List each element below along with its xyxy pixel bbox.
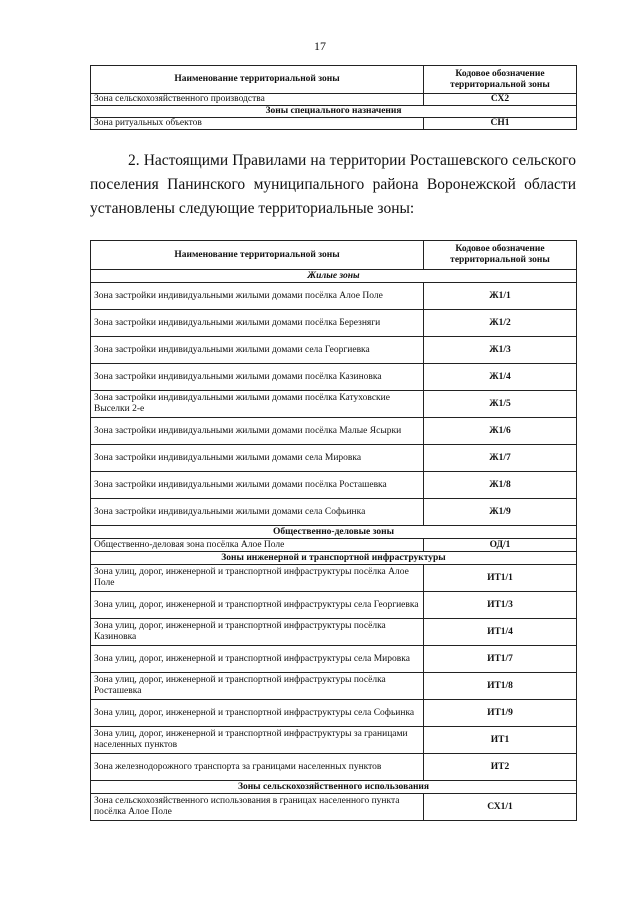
section-row	[91, 526, 577, 539]
zone-code-cell: Ж1/2	[424, 310, 577, 337]
zone-code-cell: ИТ1/8	[424, 673, 577, 700]
header-zone-code: Кодовое обозначение территориальной зоны	[424, 66, 577, 94]
zone-code-cell: ИТ1/4	[424, 619, 577, 646]
zone-name-cell: Зона сельскохозяйственного производства	[91, 94, 424, 106]
zone-name-cell: Зона застройки индивидуальными жилыми домами посёлка Алое Поле	[91, 283, 424, 310]
zone-name-cell: Зона сельскохозяйственного использования в границах населенного пункта посёлка Алое Поле	[91, 794, 424, 821]
table-row	[91, 283, 577, 310]
zone-code-cell: Ж1/1	[424, 283, 577, 310]
zone-name-cell: Зона железнодорожного транспорта за границами населенных пунктов	[91, 754, 424, 781]
table-row	[91, 499, 577, 526]
section-row	[91, 106, 577, 118]
section-row	[91, 270, 577, 283]
zone-name-cell: Зона улиц, дорог, инженерной и транспортной инфраструктуры села Мировка	[91, 646, 424, 673]
zone-name-cell: Зона застройки индивидуальными жилыми домами посёлка Казиновка	[91, 364, 424, 391]
zone-code-cell: Ж1/7	[424, 445, 577, 472]
table-row	[91, 418, 577, 445]
table-row	[91, 472, 577, 499]
table-row	[91, 673, 577, 700]
table-row	[91, 337, 577, 364]
section-title: Зоны специального назначения	[91, 106, 577, 118]
zone-name-cell: Зона застройки индивидуальными жилыми домами села Георгиевка	[91, 337, 424, 364]
table-row	[91, 391, 577, 418]
section-title: Зоны сельскохозяйственного использования	[91, 781, 577, 794]
zone-name-cell: Зона застройки индивидуальными жилыми домами посёлка Березняги	[91, 310, 424, 337]
page-number: 17	[314, 39, 326, 53]
table-row	[91, 565, 577, 592]
table-row	[91, 619, 577, 646]
zone-name-cell: Зона застройки индивидуальными жилыми домами села Софьинка	[91, 499, 424, 526]
zone-name-cell: Зона застройки индивидуальными жилыми домами села Мировка	[91, 445, 424, 472]
section-title: Общественно-деловые зоны	[91, 526, 577, 539]
zone-code-cell: Ж1/6	[424, 418, 577, 445]
section-row	[91, 552, 577, 565]
zone-code-cell: ИТ1/7	[424, 646, 577, 673]
table-row	[91, 646, 577, 673]
zone-name-cell: Зона улиц, дорог, инженерной и транспортной инфраструктуры за границами населенных пунктов	[91, 727, 424, 754]
table-row	[91, 539, 577, 552]
zone-name-cell: Зона застройки индивидуальными жилыми домами посёлка Росташевка	[91, 472, 424, 499]
zone-name-cell: Зона улиц, дорог, инженерной и транспортной инфраструктуры посёлка Алое Поле	[91, 565, 424, 592]
paragraph-line: поселения Панинского муниципального района Воронежской области	[90, 176, 576, 193]
table-row	[91, 794, 577, 821]
paragraph-line: 2. Настоящими Правилами на территории Росташевского сельского	[128, 152, 576, 169]
zone-code-cell: Ж1/9	[424, 499, 577, 526]
zone-code-cell: Ж1/4	[424, 364, 577, 391]
section-row	[91, 781, 577, 794]
zone-name-cell: Зона ритуальных объектов	[91, 118, 424, 130]
zones-table-continued	[90, 65, 577, 130]
zone-code-cell: СН1	[424, 118, 577, 130]
zone-name-cell: Зона улиц, дорог, инженерной и транспортной инфраструктуры села Софьинка	[91, 700, 424, 727]
zone-code-cell: ИТ2	[424, 754, 577, 781]
table-row	[91, 754, 577, 781]
table-row	[91, 364, 577, 391]
zones-table	[90, 240, 577, 821]
zone-code-cell: ИТ1	[424, 727, 577, 754]
table-row	[91, 445, 577, 472]
header-zone-name: Наименование территориальной зоны	[91, 241, 424, 270]
zone-name-cell: Зона застройки индивидуальными жилыми домами посёлка Катуховские Выселки 2-е	[91, 391, 424, 418]
table-row	[91, 118, 577, 130]
zone-code-cell: ИТ1/3	[424, 592, 577, 619]
zone-code-cell: Ж1/5	[424, 391, 577, 418]
paragraph-line: установлены следующие территориальные зоны:	[90, 200, 415, 217]
zones-paragraph	[90, 149, 576, 221]
table-header-row	[91, 66, 577, 94]
table-row	[91, 727, 577, 754]
zone-code-cell: Ж1/8	[424, 472, 577, 499]
zone-name-cell: Зона застройки индивидуальными жилыми домами посёлка Малые Ясырки	[91, 418, 424, 445]
zone-code-cell: ИТ1/1	[424, 565, 577, 592]
zone-name-cell: Зона улиц, дорог, инженерной и транспортной инфраструктуры посёлка Росташевка	[91, 673, 424, 700]
zone-code-cell: СХ2	[424, 94, 577, 106]
header-zone-code: Кодовое обозначение территориальной зоны	[424, 241, 577, 270]
table-row	[91, 700, 577, 727]
header-zone-name: Наименование территориальной зоны	[91, 66, 424, 94]
zone-code-cell: ИТ1/9	[424, 700, 577, 727]
zone-name-cell: Зона улиц, дорог, инженерной и транспортной инфраструктуры посёлка Казиновка	[91, 619, 424, 646]
section-title: Зоны инженерной и транспортной инфраструктуры	[91, 552, 577, 565]
zone-code-cell: СХ1/1	[424, 794, 577, 821]
zone-name-cell: Общественно-деловая зона посёлка Алое Поле	[91, 539, 424, 552]
table-row	[91, 94, 577, 106]
table-header-row	[91, 241, 577, 270]
zone-code-cell: ОД/1	[424, 539, 577, 552]
zone-code-cell: Ж1/3	[424, 337, 577, 364]
table-row	[91, 310, 577, 337]
table-row	[91, 592, 577, 619]
zone-name-cell: Зона улиц, дорог, инженерной и транспортной инфраструктуры села Георгиевка	[91, 592, 424, 619]
section-title: Жилые зоны	[91, 270, 577, 283]
